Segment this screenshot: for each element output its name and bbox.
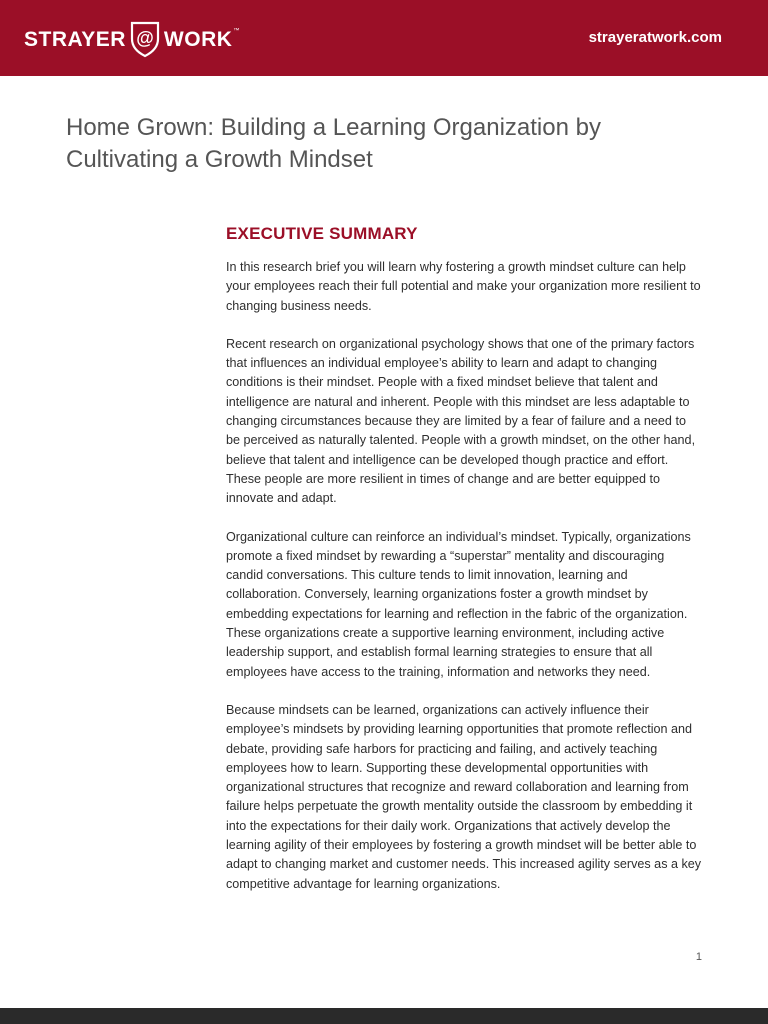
site-url-link[interactable]: strayeratwork.com xyxy=(588,29,722,46)
logo-at-symbol: @ xyxy=(136,28,154,48)
section-heading-executive-summary: EXECUTIVE SUMMARY xyxy=(226,224,418,243)
paragraph: Organizational culture can reinforce an individual’s mindset. Typically, organizations promote a fixed mindset by rewarding a “superstar” mentality and discouraging candid conversations. This culture tends to limit innovation, learning and collaboration. Conversely, learning organizations foster a growth mindset by embedding expectations for learning and reflection in the fabric of the organization. These organizations create a supportive learning environment, including active leadership support, and establish formal learning strategies to ensure that all employees have access to the training, information and networks they need. xyxy=(226,529,691,679)
logo-word-work: WORK xyxy=(163,27,233,51)
header-bar xyxy=(0,0,768,76)
shield-at-icon xyxy=(129,20,161,58)
trademark-symbol: ™ xyxy=(233,28,240,34)
paragraph: In this research brief you will learn why fostering a growth mindset culture can help your employees reach their full potential and make your organization more resilient to changing business needs. xyxy=(226,260,701,313)
executive-summary-body xyxy=(226,258,702,913)
footer-bar xyxy=(0,1008,768,1024)
paragraph: Recent research on organizational psychology shows that one of the primary factors that influences an individual employee’s ability to learn and adapt to changing conditions is their mindset. People with a fixed mindset believe that talent and intelligence are natural and inherent. People with this mindset are less adaptable to changing circumstances because they are limited by a fear of failure and a need to be perceived as naturally talented. People with a growth mindset, on the other hand, believe that talent and intelligence can be developed though practice and effort. These people are more resilient in times of change and are better equipped to innovate and adapt. xyxy=(226,336,696,506)
page-number: 1 xyxy=(695,951,702,963)
strayer-at-work-logo xyxy=(24,18,239,60)
document-title: Home Grown: Building a Learning Organization by Cultivating a Growth Mindset xyxy=(66,114,601,173)
paragraph: Because mindsets can be learned, organizations can actively influence their employee’s mindsets by providing learning opportunities that promote reflection and debate, providing safe harbors for practicing and failing, and actively teaching employees how to learn. Supporting these developmental opportunities with organizational structures that recognize and reward collaboration and learning from failure helps perpetuate the growth mentality outside the classroom by embedding it into the expectations for their daily work. Organizations that actively develop the learning agility of their employees by fostering a growth mindset will be better able to adapt to changing market and customer needs. This increased agility serves as a key competitive advantage for learning organizations. xyxy=(226,702,702,891)
logo-word-strayer: STRAYER xyxy=(24,27,126,51)
